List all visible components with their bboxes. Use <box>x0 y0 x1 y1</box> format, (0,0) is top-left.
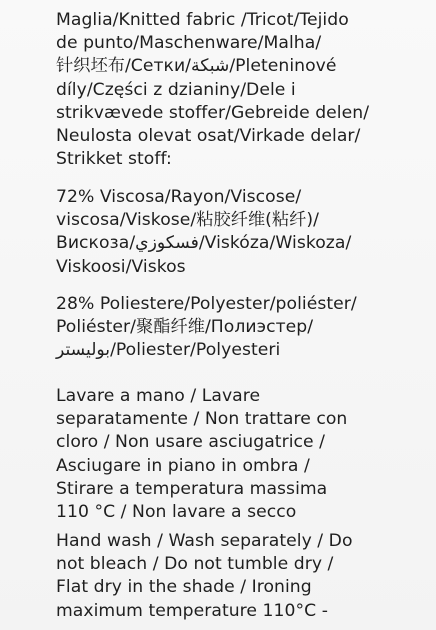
text-line: Poliéster/聚酯纤维/Полиэстер/ <box>56 317 314 338</box>
text-line: 针织坯布/Сетки/شبكة/Pleteninové <box>56 56 337 77</box>
composition-heading-block <box>56 9 428 171</box>
text-line: Neulosta olevat osat/Virkade delar/ <box>56 126 361 147</box>
text-line: 72% Viscosa/Rayon/Viscose/ <box>56 187 302 207</box>
text-line: strikvævede stoffer/Gebreide delen/ <box>56 102 370 123</box>
text-line: Maglia/Knitted fabric /Tricot/Tejido <box>56 10 349 30</box>
text-line: cloro / Non usare asciugatrice / <box>56 432 326 453</box>
text-line: Strikket stoff: <box>56 149 172 170</box>
text-line: بوليستر/Poliester/Polyesteri <box>56 340 281 361</box>
text-line: Viskoosi/Viskos <box>56 256 186 277</box>
text-line: not bleach / Do not tumble dry / <box>56 554 334 575</box>
text-line: díly/Części z dzianiny/Dele i <box>56 79 296 100</box>
text-line: Вискоза/فسكوزي/Viskóza/Wiskoza/ <box>56 233 352 254</box>
text-line: Asciugare in piano in ombra / <box>56 455 310 476</box>
care-instructions-italian <box>56 385 428 524</box>
text-line: 28% Poliestere/Polyester/poliéster/ <box>56 294 357 314</box>
text-line: Flat dry in the shade / Ironing <box>56 577 312 598</box>
text-line: 110 °C / Non lavare a secco <box>56 502 297 523</box>
text-line: Stirare a temperatura massima <box>56 478 328 499</box>
text-line: maximum temperature 110°C - <box>56 600 328 621</box>
text-line: Lavare a mano / Lavare <box>56 386 261 406</box>
text-line: separatamente / Non trattare con <box>56 409 348 430</box>
fiber-polyester-block <box>56 293 428 363</box>
text-line: de punto/Maschenware/Malha/ <box>56 33 322 54</box>
text-line: viscosa/Viskose/粘胶纤维(粘纤)/ <box>56 210 320 231</box>
text-line: Hand wash / Wash separately / Do <box>56 531 353 551</box>
care-instructions-english <box>56 530 428 623</box>
fiber-viscose-block <box>56 186 428 279</box>
